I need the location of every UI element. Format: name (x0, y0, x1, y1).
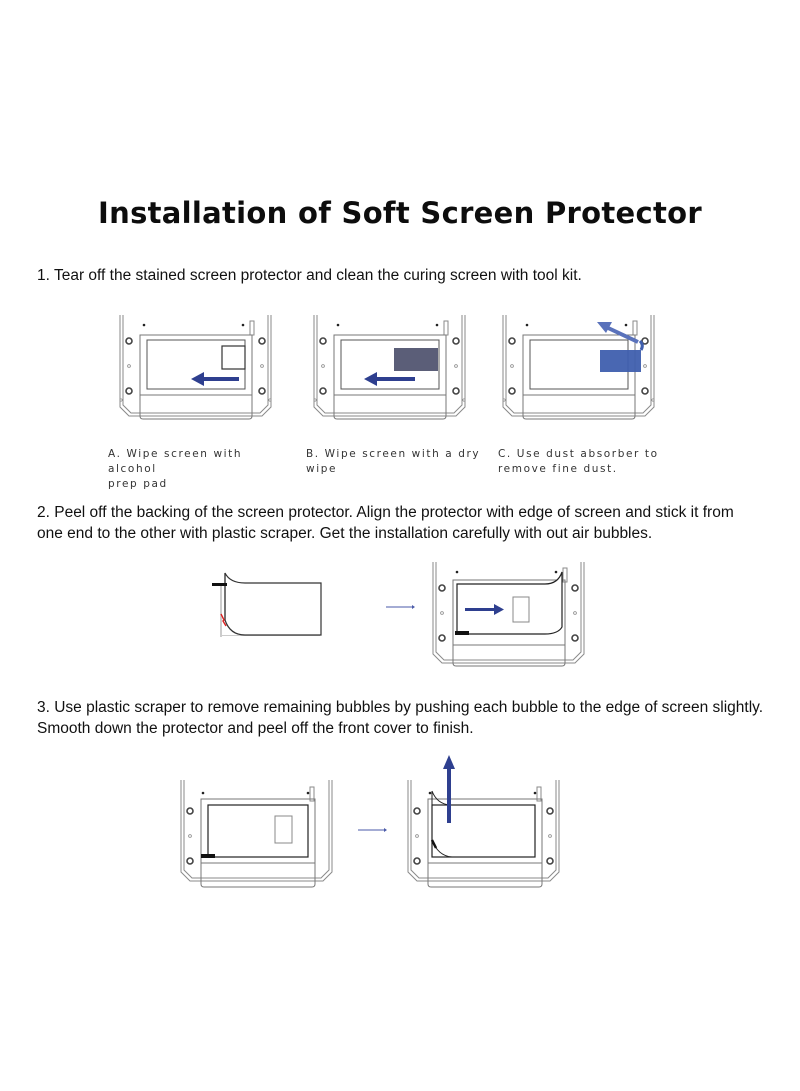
scraper-icon (201, 854, 215, 858)
caption-1c: C. Use dust absorber to remove fine dust. (498, 448, 659, 475)
dry-wipe-icon (394, 348, 438, 371)
arrow-left-icon (191, 372, 239, 386)
step-1-instruction (37, 265, 582, 286)
scraper-icon (455, 631, 469, 635)
arrow-up-left-icon (597, 322, 638, 342)
step-3-text-line2: Smooth down the protector and peel off the front cover to finish. (37, 720, 474, 737)
peel-front-cover-illustration (405, 755, 570, 895)
step-1-text: 1. Tear off the stained screen protector and clean the curing screen with tool kit. (37, 267, 582, 284)
caption-1b: B. Wipe screen with a dry wipe (306, 448, 481, 475)
arrow-up-icon (443, 755, 455, 823)
step-2-instruction (37, 502, 734, 544)
dry-wipe-illustration (311, 315, 471, 425)
scraper-icon (212, 583, 227, 586)
step-2-text-line2: one end to the other with plastic scraper. Get the installation carefully with out air bubbles. (37, 525, 653, 542)
caption-1a: A. Wipe screen with alcohol prep pad (108, 448, 243, 490)
arrow-right-icon (358, 827, 388, 833)
remove-bubbles-illustration (178, 780, 338, 895)
dust-absorber-icon (600, 350, 641, 372)
step-3-instruction (37, 697, 763, 739)
step-3-text-line1: 3. Use plastic scraper to remove remaining bubbles by pushing each bubble to the edge of screen slightly. (37, 699, 764, 716)
alcohol-pad-wipe-illustration (117, 315, 277, 425)
page-title: Installation of Soft Screen Protector (98, 196, 702, 230)
align-and-scrape-illustration (430, 562, 590, 672)
peel-backing-illustration (210, 570, 330, 640)
dust-absorber-illustration (500, 315, 660, 425)
step-2-text-line1: 2. Peel off the backing of the screen protector. Align the protector with edge of screen and stick it from (37, 504, 734, 521)
alcohol-pad-icon (222, 346, 245, 369)
arrow-right-icon (386, 604, 416, 610)
arrow-left-icon (364, 372, 415, 386)
